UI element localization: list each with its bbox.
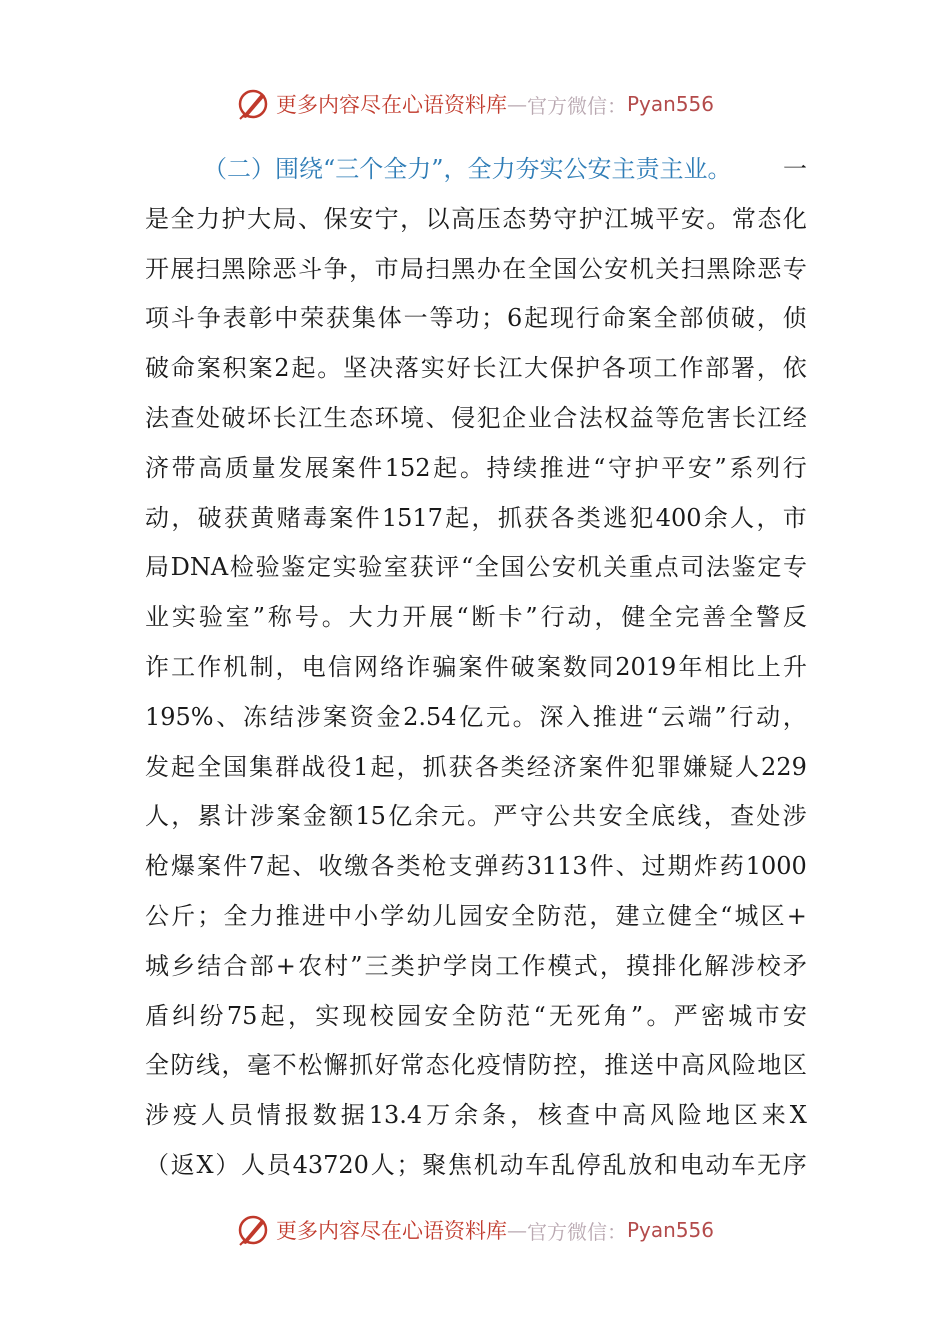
text-line-6: 济 带 高 质 量 发 展 案 件 152 起 。 持 续 推 进 “ 守 护 平 安 ” 系 列 行 bbox=[145, 453, 807, 482]
watermark-banner-top bbox=[0, 82, 950, 126]
text-line bbox=[145, 892, 807, 942]
section-heading: （二）围绕“三个全力”，全力夯实公安主责主业。 bbox=[203, 155, 732, 183]
quill-pen-circle-logo-icon bbox=[236, 87, 270, 121]
watermark-label: 官方微信： bbox=[526, 1219, 627, 1244]
text-line-8: 局 DNA 检 验 鉴 定 实 验 室 获 评 “ 全 国 公 安 机 关 重 点 司 法 鉴 定 专 bbox=[145, 553, 807, 582]
document-body bbox=[145, 145, 807, 1191]
text-line bbox=[145, 1141, 807, 1191]
text-line-19: 涉 疫 人 员 情 报 数 据 13.4 万 余 条 ， 核 查 中 高 风 险 地 区 来 X bbox=[145, 1101, 807, 1130]
watermark-brand: 更多内容尽在心语资料库 bbox=[275, 93, 507, 117]
text-line-4: 破 命 案 积 案 2 起 。 坚 决 落 实 好 长 江 大 保 护 各 项 工 作 部 署 ， 依 bbox=[145, 354, 807, 383]
text-line bbox=[145, 444, 807, 494]
text-line-1: 是 全 力 护 大 局 、 保 安 宁 ， 以 高 压 态 势 守 护 江 城 平 安 。 常 态 化 bbox=[145, 204, 807, 233]
text-line bbox=[145, 294, 807, 344]
text-line bbox=[145, 593, 807, 643]
text-line bbox=[145, 842, 807, 892]
text-line-0: 一 bbox=[783, 155, 807, 183]
text-line-12: 发 起 全 国 集 群 战 役 1 起 ， 抓 获 各 类 经 济 案 件 犯 罪 嫌 疑 人 229 bbox=[145, 752, 807, 781]
text-line bbox=[145, 1041, 807, 1091]
text-line-9: 业 实 验 室 ” 称 号 。 大 力 开 展 “ 断 卡 ” 行 动 ， 健 全 完 善 全 警 反 bbox=[145, 603, 807, 632]
watermark-dash: — bbox=[506, 92, 527, 116]
text-line bbox=[145, 394, 807, 444]
watermark-banner-bottom bbox=[0, 1208, 950, 1252]
text-line bbox=[145, 792, 807, 842]
watermark-wechat-id: Pyan556 bbox=[626, 92, 714, 116]
text-line-5: 法 查 处 破 坏 长 江 生 态 环 境 、 侵 犯 企 业 合 法 权 益 等 危 害 长 江 经 bbox=[145, 403, 807, 432]
text-line-15: 公 斤 ； 全 力 推 进 中 小 学 幼 儿 园 安 全 防 范 ， 建 立 健 全 “ 城 区 + bbox=[145, 901, 807, 930]
text-line bbox=[145, 344, 807, 394]
text-line-14: 枪 爆 案 件 7 起 、 收 缴 各 类 枪 支 弹 药 3113 件 、 过 期 炸 药 1000 bbox=[145, 852, 807, 881]
text-line bbox=[145, 494, 807, 544]
text-line bbox=[145, 195, 807, 245]
text-line bbox=[145, 942, 807, 992]
text-line bbox=[145, 743, 807, 793]
text-line-18: 全 防 线 ， 毫 不 松 懈 抓 好 常 态 化 疫 情 防 控 ， 推 送 中 高 风 险 地 区 bbox=[145, 1051, 807, 1080]
text-line-3: 项 斗 争 表 彰 中 荣 获 集 体 一 等 功 ； 6 起 现 行 命 案 全 部 侦 破 ， 侦 bbox=[145, 304, 807, 333]
text-line bbox=[145, 543, 807, 593]
text-line bbox=[145, 643, 807, 693]
text-line bbox=[145, 245, 807, 295]
text-line-11: 195% 、 冻 结 涉 案 资 金 2.54 亿 元 。 深 入 推 进 “ 云 端 ” 行 动 ， bbox=[145, 702, 807, 731]
text-line-17: 盾 纠 纷 75 起 ， 实 现 校 园 安 全 防 范 “ 无 死 角 ” 。 严 密 城 市 安 bbox=[145, 1001, 807, 1030]
paragraph-line-first bbox=[145, 145, 807, 195]
text-line-2: 开 展 扫 黑 除 恶 斗 争 ， 市 局 扫 黑 办 在 全 国 公 安 机 关 扫 黑 除 恶 专 bbox=[145, 254, 807, 283]
watermark-dash: — bbox=[506, 1218, 527, 1242]
text-line bbox=[145, 992, 807, 1042]
watermark-brand: 更多内容尽在心语资料库 bbox=[275, 1219, 507, 1243]
text-line-20: （ 返 X ） 人 员 43720 人 ； 聚 焦 机 动 车 乱 停 乱 放 和 电 动 车 无 序 bbox=[145, 1150, 807, 1179]
text-line-13: 人 ， 累 计 涉 案 金 额 15 亿 余 元 。 严 守 公 共 安 全 底 线 ， 查 处 涉 bbox=[145, 802, 807, 831]
text-line-10: 诈 工 作 机 制 ， 电 信 网 络 诈 骗 案 件 破 案 数 同 2019 年 相 比 上 升 bbox=[145, 652, 807, 681]
quill-pen-circle-logo-icon bbox=[236, 1213, 270, 1247]
text-line-16: 城 乡 结 合 部 + 农 村 ” 三 类 护 学 岗 工 作 模 式 ， 摸 排 化 解 涉 校 矛 bbox=[145, 951, 807, 980]
text-line bbox=[145, 693, 807, 743]
text-line-7: 动 ， 破 获 黄 赌 毒 案 件 1517 起 ， 抓 获 各 类 逃 犯 400 余 人 ， 市 bbox=[145, 503, 807, 532]
watermark-wechat-id: Pyan556 bbox=[626, 1218, 714, 1242]
watermark-label: 官方微信： bbox=[526, 93, 627, 118]
text-line bbox=[145, 1091, 807, 1141]
